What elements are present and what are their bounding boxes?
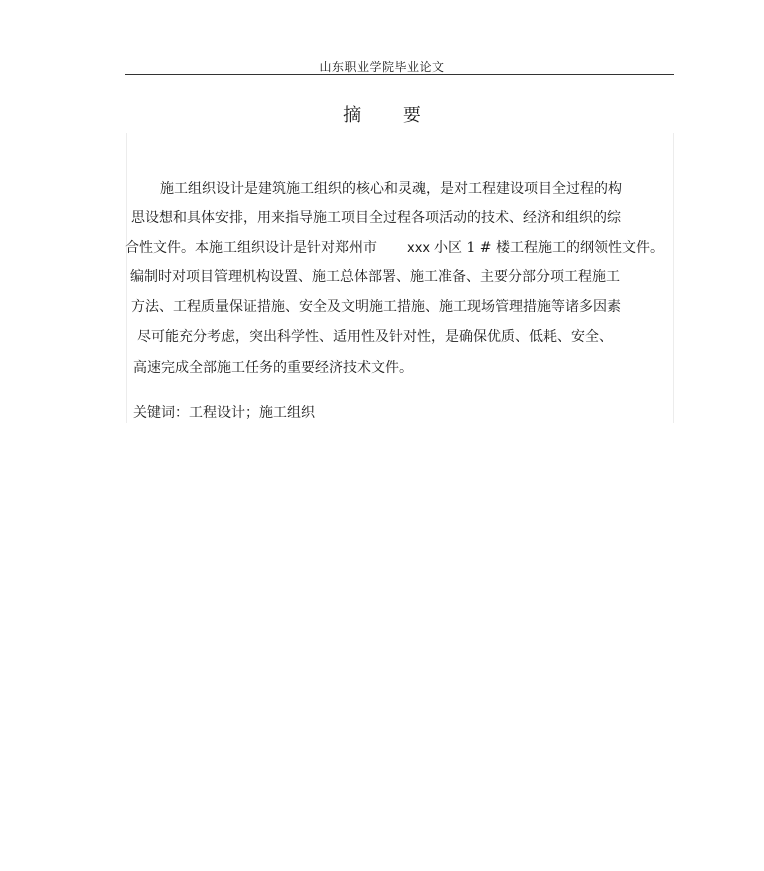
frame-border-left: [126, 133, 127, 423]
abstract-line-3-placeholder: xxx: [407, 241, 431, 256]
keywords: 关键词：工程设计；施工组织: [133, 405, 315, 421]
abstract-line-7: 高速完成全部施工任务的重要经济技术文件。: [133, 360, 413, 376]
abstract-line-3b: 小区 1 # 楼工程施工的纲领性文件。: [434, 240, 664, 256]
page-header-title: 山东职业学院毕业论文: [319, 60, 445, 74]
abstract-heading: 摘 要: [343, 105, 439, 126]
header-rule: [125, 74, 674, 75]
frame-border-right: [673, 133, 674, 423]
abstract-line-5: 方法、工程质量保证措施、安全及文明施工措施、施工现场管理措施等诸多因素: [131, 299, 621, 315]
abstract-line-6: 尽可能充分考虑，突出科学性、适用性及针对性，是确保优质、低耗、安全、: [137, 329, 613, 345]
abstract-line-3a: 合性文件。本施工组织设计是针对郑州市: [125, 240, 377, 256]
abstract-line-1: 施工组织设计是建筑施工组织的核心和灵魂，是对工程建设项目全过程的构: [160, 181, 622, 197]
abstract-line-2: 思设想和具体安排，用来指导施工项目全过程各项活动的技术、经济和组织的综: [131, 210, 621, 226]
abstract-line-4: 编制时对项目管理机构设置、施工总体部署、施工准备、主要分部分项工程施工: [130, 269, 620, 285]
